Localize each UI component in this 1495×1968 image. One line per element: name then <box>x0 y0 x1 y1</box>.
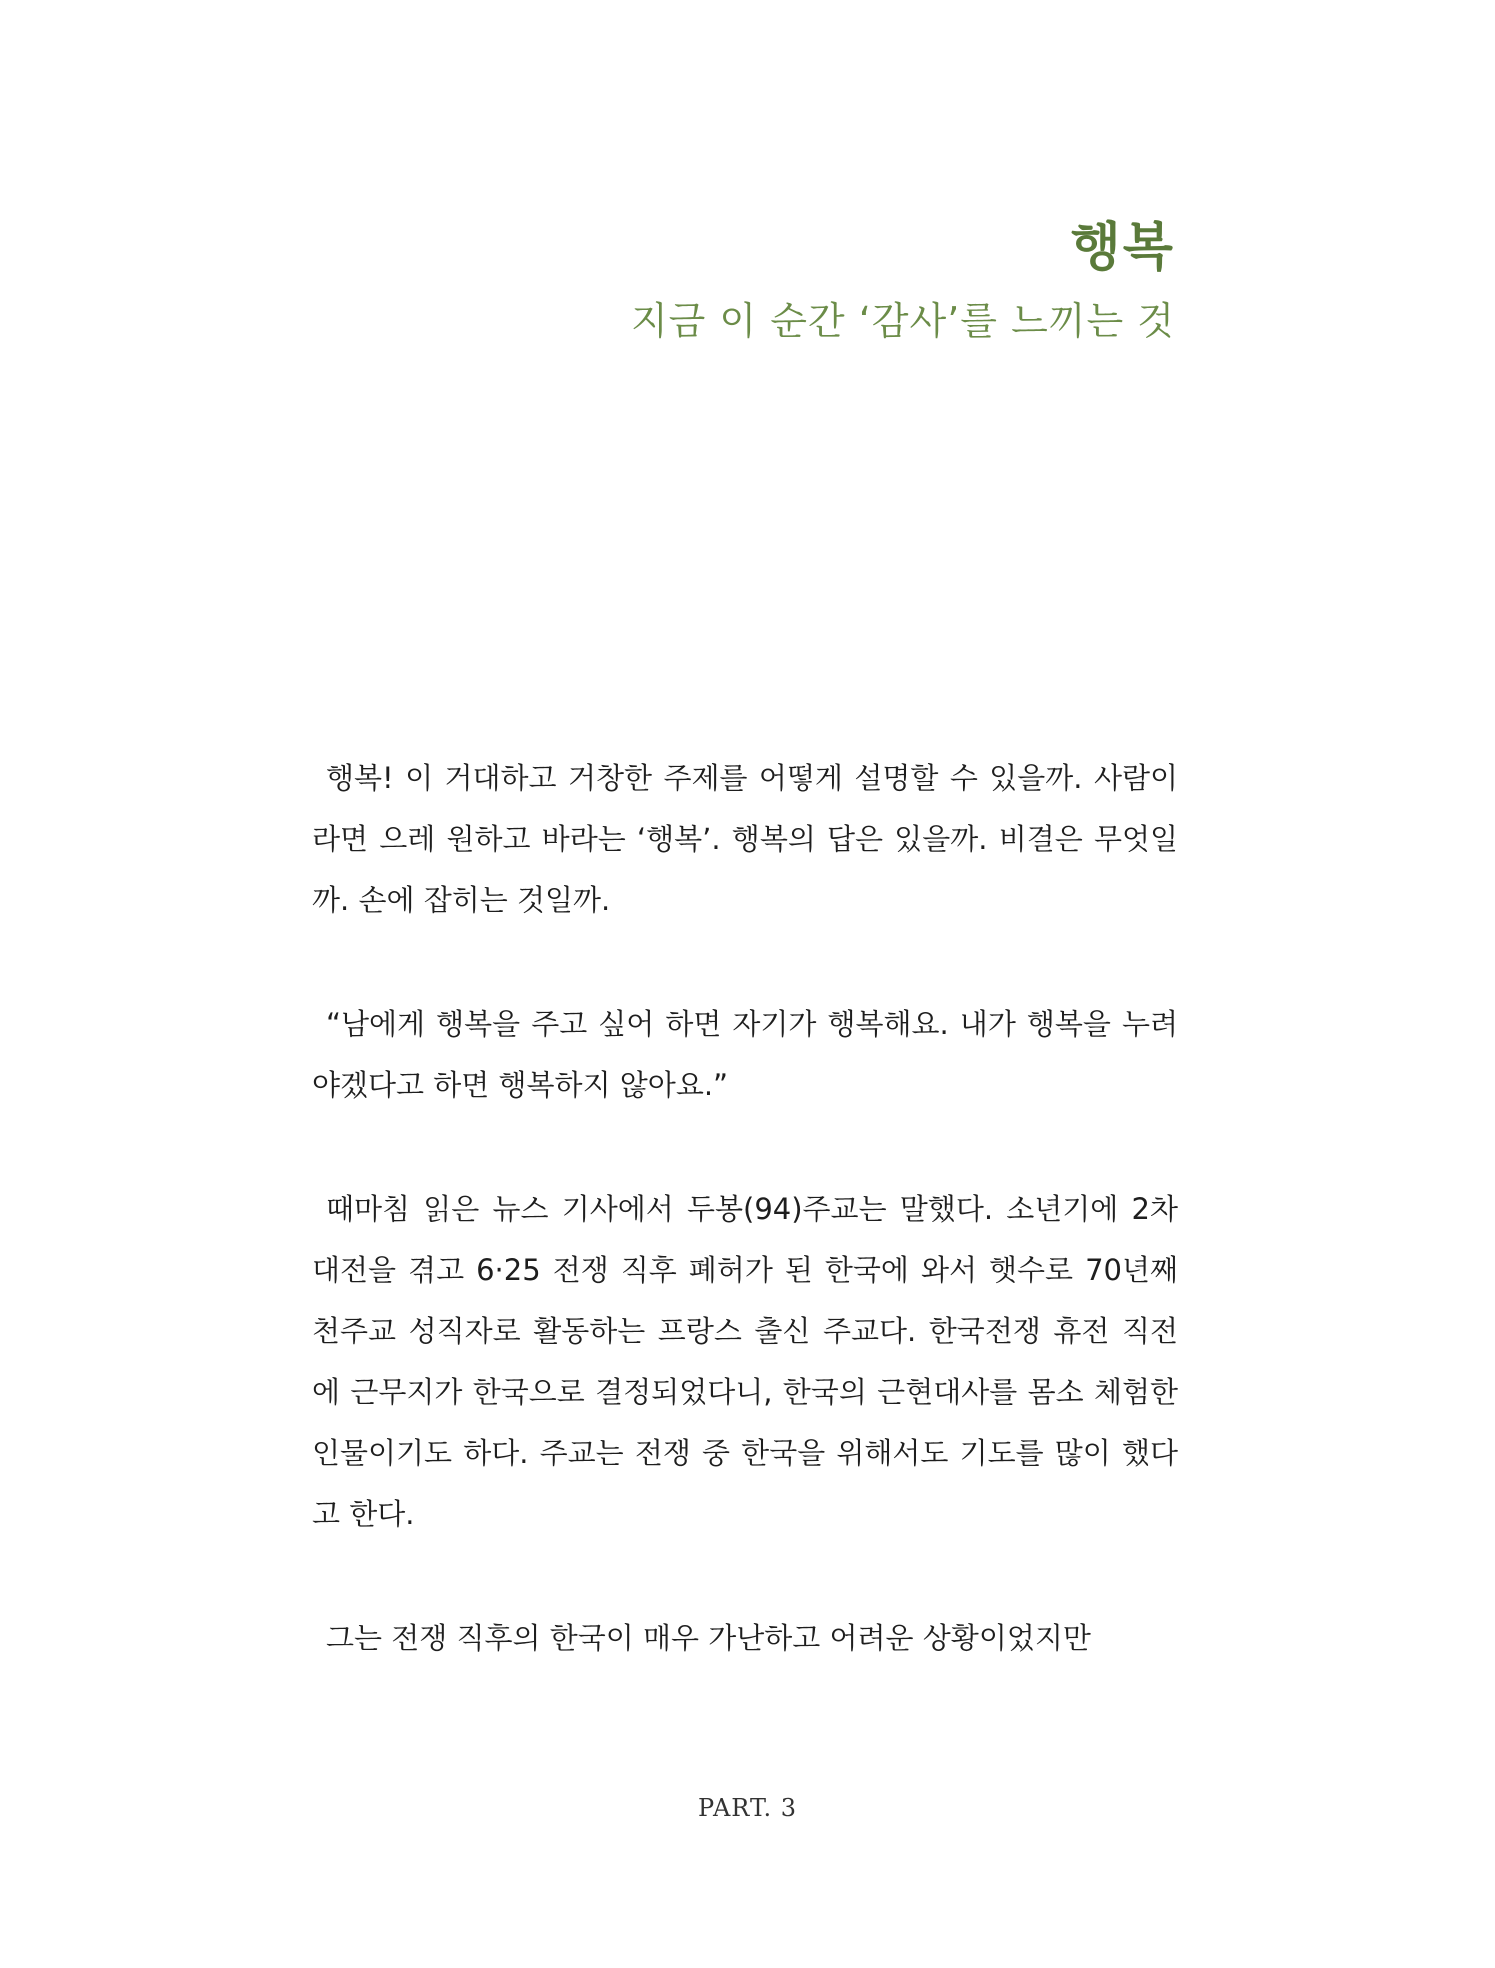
paragraph-1: 행복! 이 거대하고 거창한 주제를 어떻게 설명할 수 있을까. 사람이라면 으레 원하고 바라는 ‘행복’. 행복의 답은 있을까. 비결은 무엇일까. 손에 잡히는 것일까. <box>312 761 1178 917</box>
paragraph-2: “남에게 행복을 주고 싶어 하면 자기가 행복해요. 내가 행복을 누려야겠다고 하면 행복하지 않아요.” <box>312 1007 1178 1102</box>
chapter-heading <box>630 218 1175 343</box>
body-text <box>312 748 1178 1732</box>
chapter-title: 행복 <box>1070 218 1175 278</box>
paragraph-3: 때마침 읽은 뉴스 기사에서 두봉(94)주교는 말했다. 소년기에 2차 대전을 겪고 6·25 전쟁 직후 폐허가 된 한국에 와서 햇수로 70년째 천주교 성직자로 활동하는 프랑스 출신 주교다. 한국전쟁 휴전 직전에 근무지가 한국으로 결정되었다니, 한국의 근현대사를 몸소 체험한 인물이기도 하다. 주교는 전쟁 중 한국을 위해서도 기도를 많이 했다고 한다. <box>312 1192 1178 1531</box>
paragraph-4: 그는 전쟁 직후의 한국이 매우 가난하고 어려운 상황이었지만 <box>326 1621 1091 1655</box>
chapter-subtitle: 지금 이 순간 ‘감사’를 느끼는 것 <box>630 299 1175 343</box>
page-footer: PART. 3 <box>698 1794 797 1822</box>
